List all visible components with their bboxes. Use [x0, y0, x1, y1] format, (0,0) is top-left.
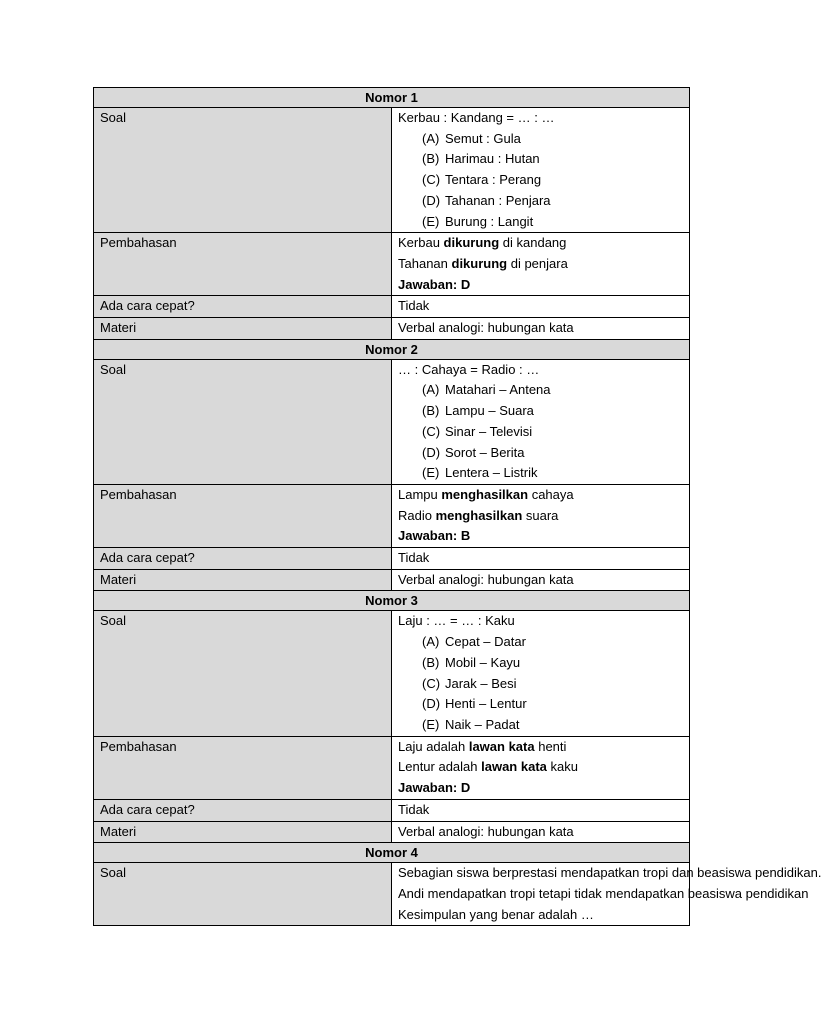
question-text: Kesimpulan yang benar adalah … — [398, 906, 594, 922]
soal-row — [94, 611, 690, 736]
option-e: (E) Lentera – Listrik — [422, 465, 538, 481]
question-text: Andi mendapatkan tropi tetapi tidak mendapatkan beasiswa pendidikan — [398, 885, 809, 901]
question-text: … : Cahaya = Radio : … — [398, 361, 540, 377]
option-e: (E) Naik – Padat — [422, 716, 520, 732]
cara-cepat-value: Tidak — [392, 799, 690, 821]
materi-row — [94, 569, 690, 591]
option-d: (D) Tahanan : Penjara — [422, 192, 551, 208]
option-b: (B) Harimau : Hutan — [422, 151, 540, 167]
soal-cell — [392, 359, 690, 484]
cara-cepat-row — [94, 799, 690, 821]
soal-cell — [392, 108, 690, 233]
option-b: (B) Lampu – Suara — [422, 403, 534, 419]
soal-label: Soal — [94, 359, 392, 484]
question-text: Kerbau : Kandang = … : … — [398, 110, 555, 125]
option-a: (A) Matahari – Antena — [422, 382, 551, 398]
explanation-line: Laju adalah lawan kata henti — [398, 738, 567, 754]
soal-label: Soal — [94, 611, 392, 736]
soal-row — [94, 359, 690, 484]
materi-value: Verbal analogi: hubungan kata — [392, 821, 690, 843]
materi-row — [94, 821, 690, 843]
question-text: Sebagian siswa berprestasi mendapatkan tropi dan beasiswa pendidikan. — [398, 865, 822, 881]
section-header-row — [94, 843, 690, 863]
pembahasan-label: Pembahasan — [94, 484, 392, 547]
option-a: (A) Semut : Gula — [422, 130, 521, 146]
pembahasan-label: Pembahasan — [94, 736, 392, 799]
materi-label: Materi — [94, 318, 392, 340]
materi-label: Materi — [94, 569, 392, 591]
option-b: (B) Mobil – Kayu — [422, 654, 521, 670]
cara-cepat-label: Ada cara cepat? — [94, 548, 392, 570]
section-header: Nomor 1 — [94, 88, 690, 108]
cara-cepat-row — [94, 548, 690, 570]
pembahasan-row — [94, 484, 690, 547]
section-header-row — [94, 88, 690, 108]
explanation-line: Kerbau dikurung di kandang — [398, 235, 567, 251]
section-header-row — [94, 591, 690, 611]
pembahasan-label: Pembahasan — [94, 233, 392, 296]
option-a: (A) Cepat – Datar — [422, 634, 526, 650]
explanation-line: Radio menghasilkan suara — [398, 507, 559, 523]
option-c: (C) Jarak – Besi — [422, 675, 517, 691]
option-d: (D) Sorot – Berita — [422, 444, 525, 460]
cara-cepat-row — [94, 296, 690, 318]
soal-row — [94, 863, 690, 926]
explanation-line: Lampu menghasilkan cahaya — [398, 486, 574, 502]
pembahasan-cell — [392, 233, 690, 296]
soal-label: Soal — [94, 863, 392, 926]
section-header: Nomor 2 — [94, 339, 690, 359]
explanation-line: Tahanan dikurung di penjara — [398, 255, 568, 271]
pembahasan-row — [94, 736, 690, 799]
soal-label: Soal — [94, 108, 392, 233]
soal-cell — [392, 611, 690, 736]
answer-text: Jawaban: D — [398, 780, 471, 796]
cara-cepat-label: Ada cara cepat? — [94, 296, 392, 318]
pembahasan-cell — [392, 484, 690, 547]
section-header: Nomor 4 — [94, 843, 690, 863]
option-c: (C) Tentara : Perang — [422, 172, 542, 188]
materi-value: Verbal analogi: hubungan kata — [392, 569, 690, 591]
section-header-row — [94, 339, 690, 359]
cara-cepat-value: Tidak — [392, 548, 690, 570]
cara-cepat-value: Tidak — [392, 296, 690, 318]
explanation-line: Lentur adalah lawan kata kaku — [398, 759, 578, 775]
option-d: (D) Henti – Lentur — [422, 696, 527, 712]
materi-row — [94, 318, 690, 340]
answer-text: Jawaban: B — [398, 528, 471, 544]
soal-cell — [392, 863, 822, 926]
option-c: (C) Sinar – Televisi — [422, 423, 533, 439]
section-header: Nomor 3 — [94, 591, 690, 611]
cara-cepat-label: Ada cara cepat? — [94, 799, 392, 821]
soal-row — [94, 108, 690, 233]
answer-text: Jawaban: D — [398, 276, 471, 292]
pembahasan-cell — [392, 736, 690, 799]
materi-label: Materi — [94, 821, 392, 843]
materi-value: Verbal analogi: hubungan kata — [392, 318, 690, 340]
question-text: Laju : … = … : Kaku — [398, 613, 515, 629]
question-table — [93, 87, 822, 926]
pembahasan-row — [94, 233, 690, 296]
option-e: (E) Burung : Langit — [422, 213, 534, 229]
